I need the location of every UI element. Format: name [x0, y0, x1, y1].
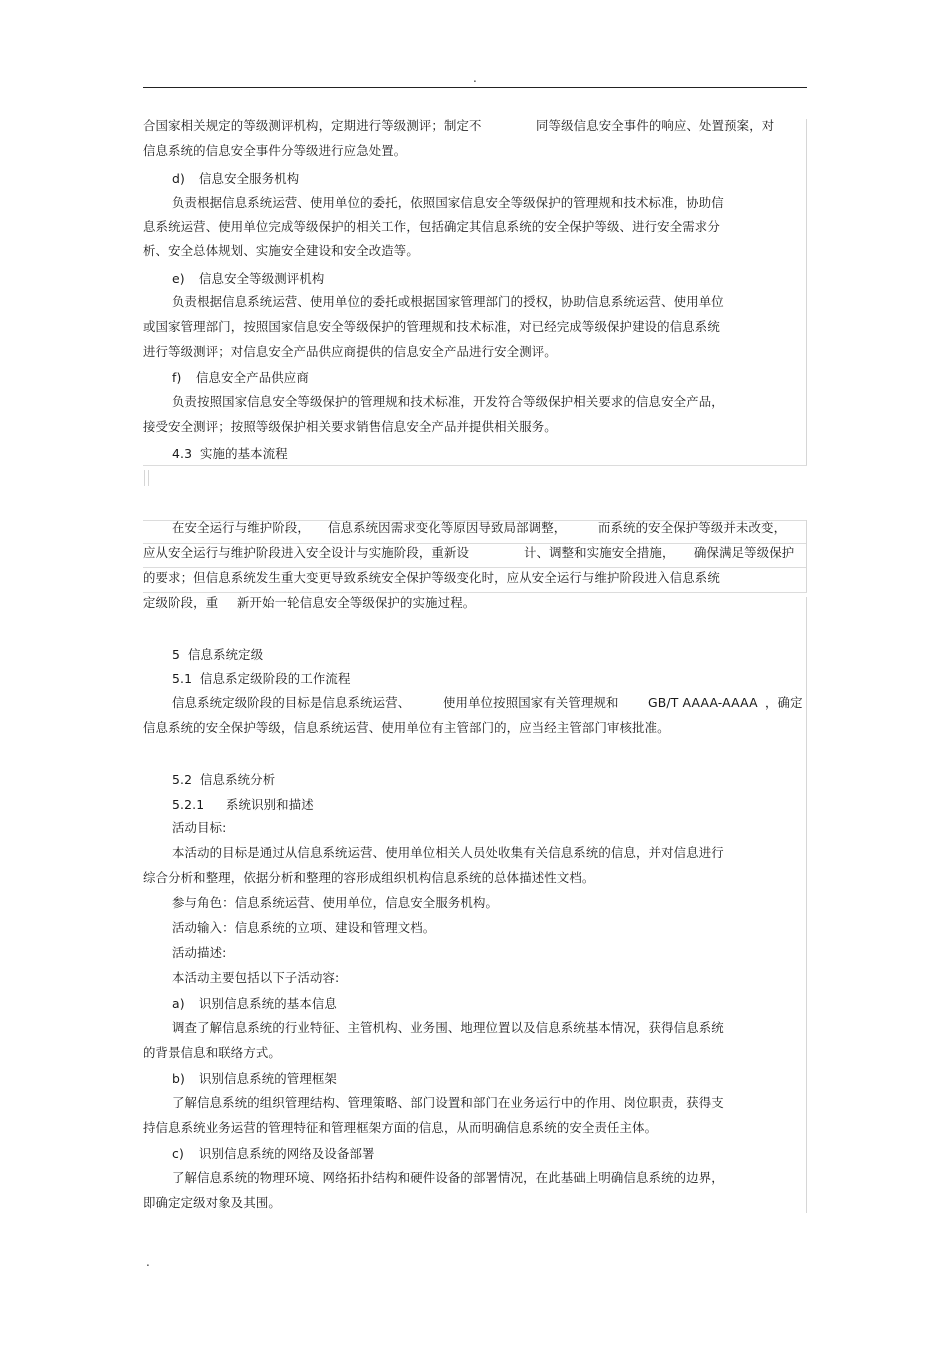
section-5-1-number: 5.1: [172, 671, 193, 686]
frame-line-right-c: [806, 597, 807, 1213]
frame-line-right-b: [806, 520, 807, 592]
continue-line4-a: 定级阶段，重: [143, 595, 219, 610]
section-5-1-title: 信息系定级阶段的工作流程: [200, 671, 351, 686]
item-d-title: 信息安全服务机构: [199, 171, 300, 186]
item-d-line1: 负责根据信息系统运营、使用单位的委托，依照国家信息安全等级保护的管理规和技术标准，协助信: [172, 195, 724, 210]
section-5-1-line1-a: 信息系统定级阶段的目标是信息系统运营、: [172, 695, 411, 710]
continue-line4-b: 新开始一轮信息安全等级保护的实施过程。: [237, 595, 476, 610]
frame-line-mid4: [143, 592, 807, 593]
section-5-title: 信息系统定级: [188, 647, 264, 662]
frame-line-right: [806, 119, 807, 466]
activity-goal-line2: 综合分析和整理，依据分析和整理的容形成组织机构信息系统的总体描述性文档。: [143, 870, 595, 885]
activity-input: 活动输入：信息系统的立项、建设和管理文档。: [172, 920, 436, 935]
continue-line1-b: 信息系统因需求变化等原因导致局部调整，: [328, 520, 567, 535]
section-5-2-number: 5.2: [172, 772, 193, 787]
activity-desc-label: 活动描述:: [172, 945, 227, 960]
section-5-2-title: 信息系统分析: [200, 772, 276, 787]
section-5-1-line1-c: GB/T AAAA-AAAA: [648, 695, 758, 710]
item-b-line1: 了解信息系统的组织管理结构、管理策略、部门设置和部门在业务运行中的作用、岗位职责，获得支: [172, 1095, 724, 1110]
continue-line1-a: 在安全运行与维护阶段，: [172, 520, 310, 535]
para1-line2: 信息系统的信息安全事件分等级进行应急处置。: [143, 143, 407, 158]
item-a-line2: 的背景信息和联络方式。: [143, 1045, 281, 1060]
item-e-line1: 负责根据信息系统运营、使用单位的委托或根据国家管理部门的授权，协助信息系统运营、使用单位: [172, 294, 724, 309]
item-c-line2: 即确定定级对象及其围。: [143, 1195, 281, 1210]
continue-line1-c: 而系统的安全保护等级并未改变，: [598, 520, 787, 535]
item-e-line2: 或国家管理部门，按照国家信息安全等级保护的管理规和技术标准，对已经完成等级保护建设的信息系统: [143, 319, 720, 334]
item-d-line3: 析、安全总体规划、实施安全建设和安全改造等。: [143, 243, 419, 258]
item-e-line3: 进行等级测评；对信息安全产品供应商提供的信息安全产品进行安全测评。: [143, 344, 557, 359]
section-4-3-number: 4.3: [172, 446, 193, 461]
section-5-number: 5: [172, 647, 181, 662]
section-5-2-1-number: 5.2.1: [172, 797, 205, 812]
item-b-marker: b): [172, 1071, 185, 1086]
continue-line2-c: 确保满足等级保护: [694, 545, 795, 560]
item-e-title: 信息安全等级测评机构: [199, 271, 325, 286]
section-5-1-line2: 信息系统的安全保护等级，信息系统运营、使用单位有主管部门的，应当经主管部门审核批准。: [143, 720, 670, 735]
item-a-line1: 调查了解信息系统的行业特征、主管机构、业务围、地理位置以及信息系统基本情况，获得信息系统: [172, 1020, 724, 1035]
continue-line2-b: 计、调整和实施安全措施，: [524, 545, 675, 560]
activity-roles: 参与角色：信息系统运营、使用单位，信息安全服务机构。: [172, 895, 499, 910]
activity-desc-intro: 本活动主要包括以下子活动容:: [172, 970, 340, 985]
item-f-line1: 负责按照国家信息安全等级保护的管理规和技术标准，开发符合等级保护相关要求的信息安全产品，: [172, 394, 724, 409]
item-e-marker: e): [172, 271, 185, 286]
item-d-line2: 息系统运营、使用单位完成等级保护的相关工作，包括确定其信息系统的安全保护等级、进行安全需求分: [143, 219, 720, 234]
item-b-title: 识别信息系统的管理框架: [199, 1071, 337, 1086]
item-c-title: 识别信息系统的网络及设备部署: [199, 1146, 375, 1161]
section-4-3-title: 实施的基本流程: [200, 446, 288, 461]
section-5-1-line1-d: ，确定: [765, 695, 803, 710]
item-a-title: 识别信息系统的基本信息: [199, 996, 337, 1011]
item-b-line2: 持信息系统业务运营的管理特征和管理框架方面的信息，从而明确信息系统的安全责任主体。: [143, 1120, 658, 1135]
frame-line-mid3: [143, 567, 807, 568]
frame-line-left-b: [148, 470, 149, 486]
section-5-1-line1-b: 使用单位按照国家有关管理规和: [443, 695, 619, 710]
item-c-line1: 了解信息系统的物理环境、网络拓扑结构和硬件设备的部署情况，在此基础上明确信息系统的边界，: [172, 1170, 724, 1185]
frame-line-bottom: [143, 465, 807, 466]
footer-mark: .: [146, 1255, 150, 1269]
continue-line3: 的要求；但信息系统发生重大变更导致系统安全保护等级变化时，应从安全运行与维护阶段进入信息系统: [143, 570, 720, 585]
activity-goal-label: 活动目标:: [172, 820, 227, 835]
item-d-marker: d): [172, 171, 185, 186]
header-mark: .: [473, 71, 477, 85]
frame-line-left-a: [144, 470, 145, 486]
item-f-marker: f): [172, 370, 182, 385]
item-a-marker: a): [172, 996, 185, 1011]
header-rule: [143, 87, 807, 88]
para1-line1-tail: 同等级信息安全事件的响应、处置预案，对: [536, 118, 775, 133]
item-c-marker: c): [172, 1146, 184, 1161]
activity-goal-line1: 本活动的目标是通过从信息系统运营、使用单位相关人员处收集有关信息系统的信息，并对信息进行: [172, 845, 724, 860]
continue-line2-a: 应从安全运行与维护阶段进入安全设计与实施阶段，重新设: [143, 545, 470, 560]
para1-line1: 合国家相关规定的等级测评机构，定期进行等级测评；制定不: [143, 118, 482, 133]
item-f-line2: 接受安全测评；按照等级保护相关要求销售信息安全产品并提供相关服务。: [143, 419, 557, 434]
section-5-2-1-title: 系统识别和描述: [226, 797, 314, 812]
item-f-title: 信息安全产品供应商: [196, 370, 309, 385]
